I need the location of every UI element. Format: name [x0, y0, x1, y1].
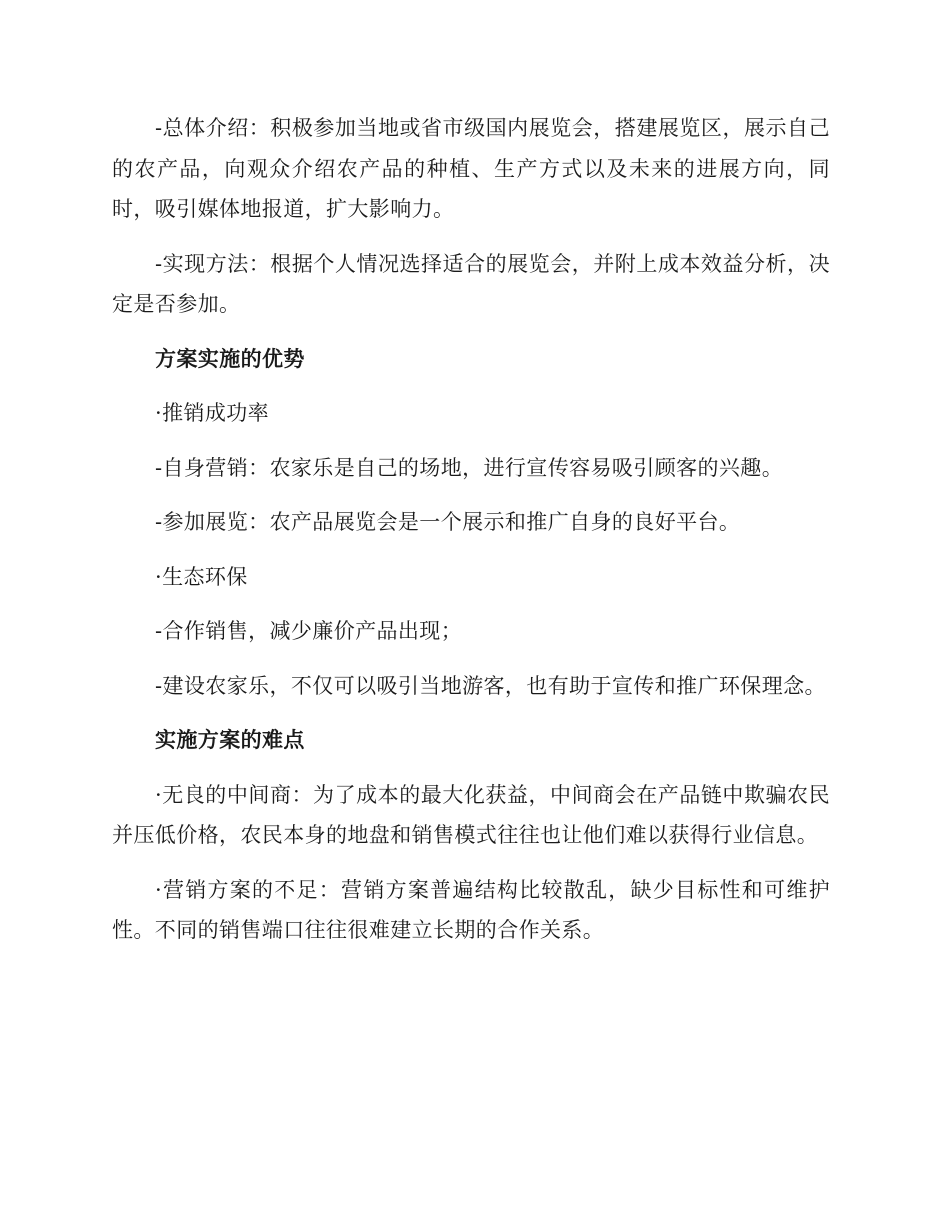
paragraph-exhibition-participation: -参加展览：农产品展览会是一个展示和推广自身的良好平台。 [155, 510, 741, 534]
document-page [112, 108, 830, 965]
bullet-marketing-shortcomings: ·营销方案的不足：营销方案普遍结构比较散乱，缺少目标性和可维护性。不同的销售端口往往很难建立长期的合作关系。 [112, 877, 830, 942]
bullet-sales-success: ·推销成功率 [155, 401, 270, 425]
section-heading-difficulties: 实施方案的难点 [155, 727, 305, 752]
section-heading-advantages: 方案实施的优势 [155, 345, 305, 371]
bullet-eco-friendly: ·生态环保 [155, 564, 248, 589]
paragraph-cooperative-sales: -合作销售，减少廉价产品出现； [155, 619, 463, 643]
bullet-middlemen: ·无良的中间商：为了成本的最大化获益，中间商会在产品链中欺骗农民并压低价格，农民本身的地盘和销售模式往往也让他们难以获得行业信息。 [112, 782, 830, 847]
paragraph-farm-stay-construction: -建设农家乐，不仅可以吸引当地游客，也有助于宣传和推广环保理念。 [155, 673, 826, 698]
paragraph-self-marketing: -自身营销：农家乐是自己的场地，进行宣传容易吸引顾客的兴趣。 [155, 455, 784, 480]
paragraph-implementation-method: -实现方法：根据个人情况选择适合的展览会，并附上成本效益分析，决定是否参加。 [112, 251, 830, 316]
paragraph-exhibition-overview: -总体介绍：积极参加当地或省市级国内展览会，搭建展览区，展示自己的农产品，向观众介绍农产品的种植、生产方式以及未来的进展方向，同时，吸引媒体地报道，扩大影响力。 [112, 116, 830, 221]
